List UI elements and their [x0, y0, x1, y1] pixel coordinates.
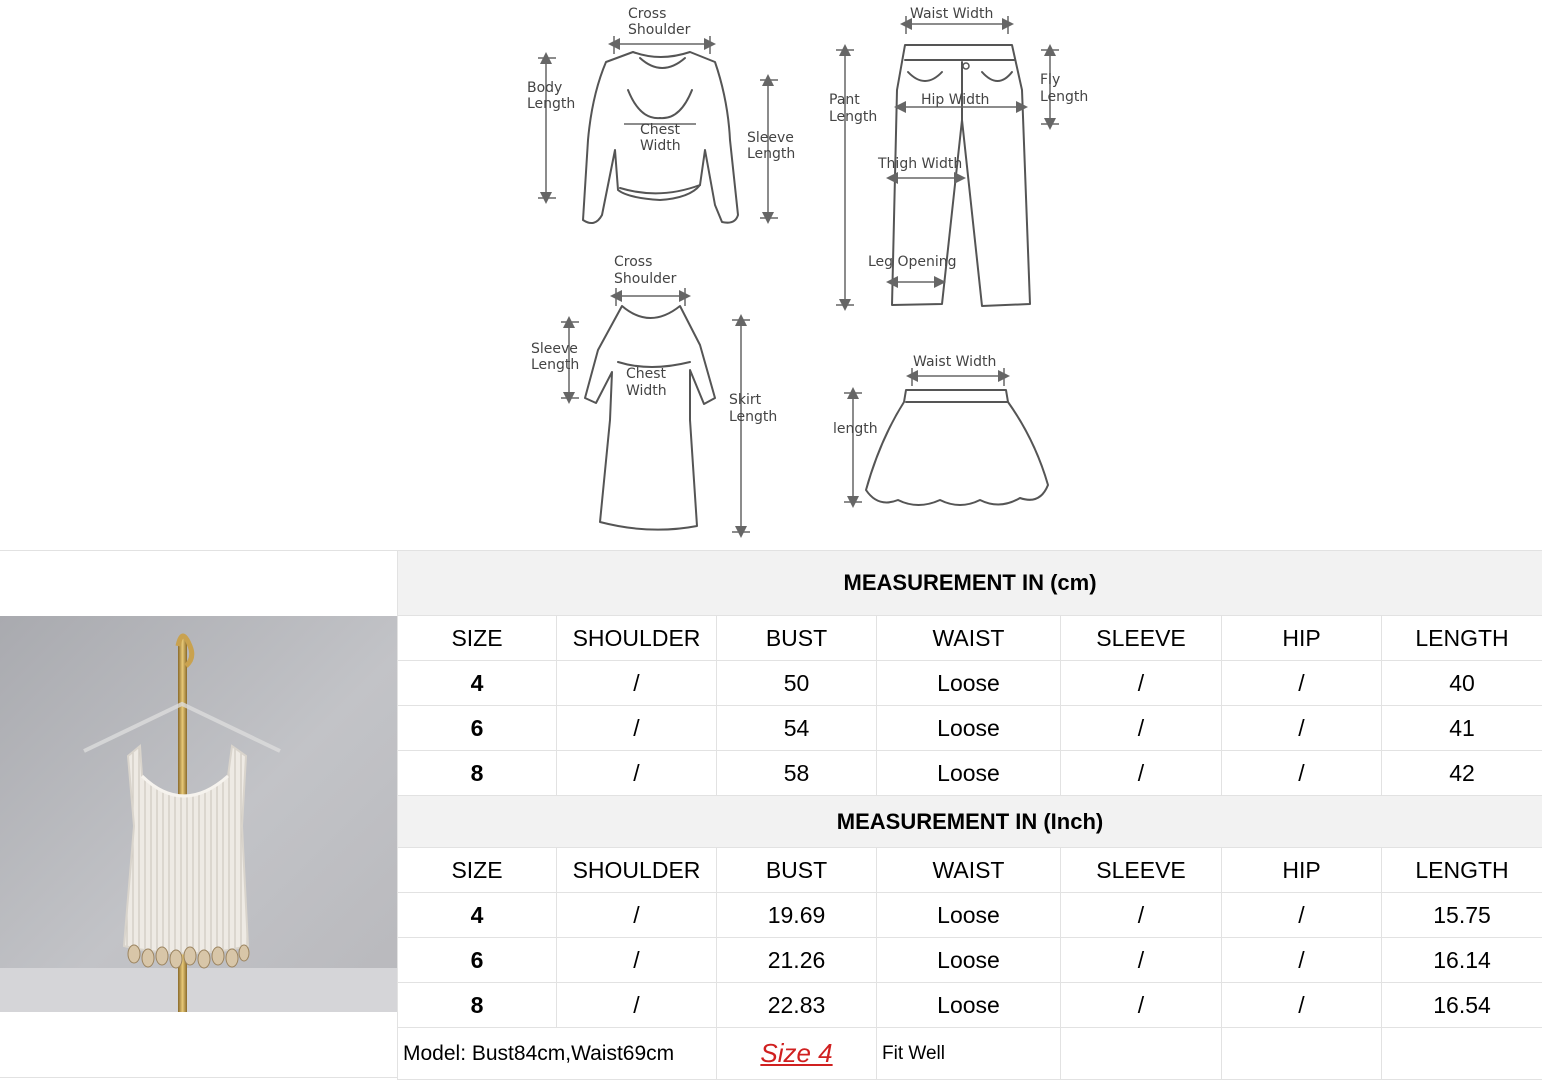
inch-header-row	[398, 848, 1542, 893]
product-photo	[0, 616, 397, 1012]
table-cell: /	[1222, 661, 1382, 706]
table-cell: Loose	[877, 938, 1061, 983]
table-row	[398, 983, 1542, 1028]
table-cell: /	[557, 751, 717, 796]
table-cell: /	[1061, 983, 1222, 1028]
table-cell: /	[1061, 893, 1222, 938]
table-cell: 50	[717, 661, 877, 706]
model-size: Size 4	[717, 1028, 877, 1080]
pants-waist-width-label: Waist Width	[910, 6, 993, 22]
cm-header-row	[398, 616, 1542, 661]
pants-pant-length-label-1: Pant	[829, 92, 860, 108]
column-header: LENGTH	[1382, 616, 1542, 661]
column-header: SHOULDER	[557, 616, 717, 661]
table-cell: /	[1061, 751, 1222, 796]
table-cell: 40	[1382, 661, 1542, 706]
cm-table-title: MEASUREMENT IN (cm)	[398, 551, 1542, 616]
table-cell: /	[1061, 938, 1222, 983]
size-cell: 8	[398, 751, 557, 796]
pants-hip-width-label: Hip Width	[921, 92, 989, 108]
table-row	[398, 751, 1542, 796]
size-cell: 6	[398, 938, 557, 983]
column-header: SIZE	[398, 616, 557, 661]
dress-diagram	[531, 254, 777, 532]
table-cell: /	[1061, 661, 1222, 706]
dress-chest-width-label-1: Chest	[626, 366, 667, 382]
top-chest-width-label-2: Width	[640, 138, 681, 154]
top-body-length-label-2: Length	[527, 96, 575, 112]
table-cell: /	[1222, 706, 1382, 751]
dress-sleeve-length-label-1: Sleeve	[531, 341, 578, 357]
dress-cross-shoulder-label-1: Cross	[614, 254, 652, 270]
table-cell: 54	[717, 706, 877, 751]
pants-leg-opening-label: Leg Opening	[868, 254, 957, 270]
table-cell: /	[557, 893, 717, 938]
column-header: BUST	[717, 848, 877, 893]
skirt-waist-width-label: Waist Width	[913, 354, 996, 370]
pants-pant-length-label-2: Length	[829, 109, 877, 125]
top-chest-width-label-1: Chest	[640, 122, 681, 138]
pants-thigh-width-label: Thigh Width	[877, 156, 962, 172]
table-cell: /	[557, 661, 717, 706]
table-cell: /	[1222, 751, 1382, 796]
column-header: WAIST	[877, 848, 1061, 893]
table-cell: Loose	[877, 893, 1061, 938]
top-body-length-label-1: Body	[527, 80, 562, 96]
table-row	[398, 706, 1542, 751]
table-cell: 16.54	[1382, 983, 1542, 1028]
top-sleeve-length-label-1: Sleeve	[747, 130, 794, 146]
dress-cross-shoulder-label-2: Shoulder	[614, 271, 677, 287]
empty-cell	[1222, 1028, 1382, 1080]
column-header: SIZE	[398, 848, 557, 893]
pants-fly-length-label-1: Fly	[1040, 72, 1060, 88]
table-cell: /	[1061, 706, 1222, 751]
empty-cell	[1382, 1028, 1542, 1080]
model-measurements: Model: Bust84cm,Waist69cm	[398, 1028, 717, 1080]
size-cell: 8	[398, 983, 557, 1028]
size-chart-table	[397, 550, 1542, 1080]
table-cell: Loose	[877, 706, 1061, 751]
table-cell: Loose	[877, 751, 1061, 796]
table-cell: /	[1222, 983, 1382, 1028]
table-cell: /	[557, 983, 717, 1028]
column-header: HIP	[1222, 616, 1382, 661]
table-row	[398, 661, 1542, 706]
table-cell: /	[557, 706, 717, 751]
column-header: SLEEVE	[1061, 616, 1222, 661]
dress-chest-width-label-2: Width	[626, 383, 667, 399]
dress-skirt-length-label-1: Skirt	[729, 392, 762, 408]
table-cell: 41	[1382, 706, 1542, 751]
column-header: SLEEVE	[1061, 848, 1222, 893]
column-header: SHOULDER	[557, 848, 717, 893]
pants-fly-length-label-2: Length	[1040, 89, 1088, 105]
table-cell: 22.83	[717, 983, 877, 1028]
table-cell: Loose	[877, 661, 1061, 706]
table-cell: 58	[717, 751, 877, 796]
table-cell: /	[557, 938, 717, 983]
top-cross-shoulder-label-1: Cross	[628, 6, 666, 22]
column-header: HIP	[1222, 848, 1382, 893]
skirt-length-label: length	[833, 421, 878, 437]
column-header: WAIST	[877, 616, 1061, 661]
top-cross-shoulder-label-2: Shoulder	[628, 22, 691, 38]
column-header: BUST	[717, 616, 877, 661]
size-cell: 4	[398, 661, 557, 706]
dress-skirt-length-label-2: Length	[729, 409, 777, 425]
top-diagram	[527, 6, 795, 223]
empty-cell	[1061, 1028, 1222, 1080]
model-info-row	[398, 1028, 1542, 1080]
table-row	[398, 938, 1542, 983]
dress-sleeve-length-label-2: Length	[531, 357, 579, 373]
model-fit: Fit Well	[877, 1028, 1061, 1080]
table-cell: Loose	[877, 983, 1061, 1028]
skirt-diagram	[833, 354, 1048, 505]
size-cell: 4	[398, 893, 557, 938]
table-row	[398, 893, 1542, 938]
table-cell: 16.14	[1382, 938, 1542, 983]
size-cell: 6	[398, 706, 557, 751]
table-cell: 21.26	[717, 938, 877, 983]
pants-diagram	[829, 6, 1088, 306]
table-cell: /	[1222, 938, 1382, 983]
column-header: LENGTH	[1382, 848, 1542, 893]
table-cell: 19.69	[717, 893, 877, 938]
top-sleeve-length-label-2: Length	[747, 146, 795, 162]
table-cell: 42	[1382, 751, 1542, 796]
table-cell: /	[1222, 893, 1382, 938]
inch-table-title: MEASUREMENT IN (Inch)	[398, 796, 1542, 848]
table-cell: 15.75	[1382, 893, 1542, 938]
